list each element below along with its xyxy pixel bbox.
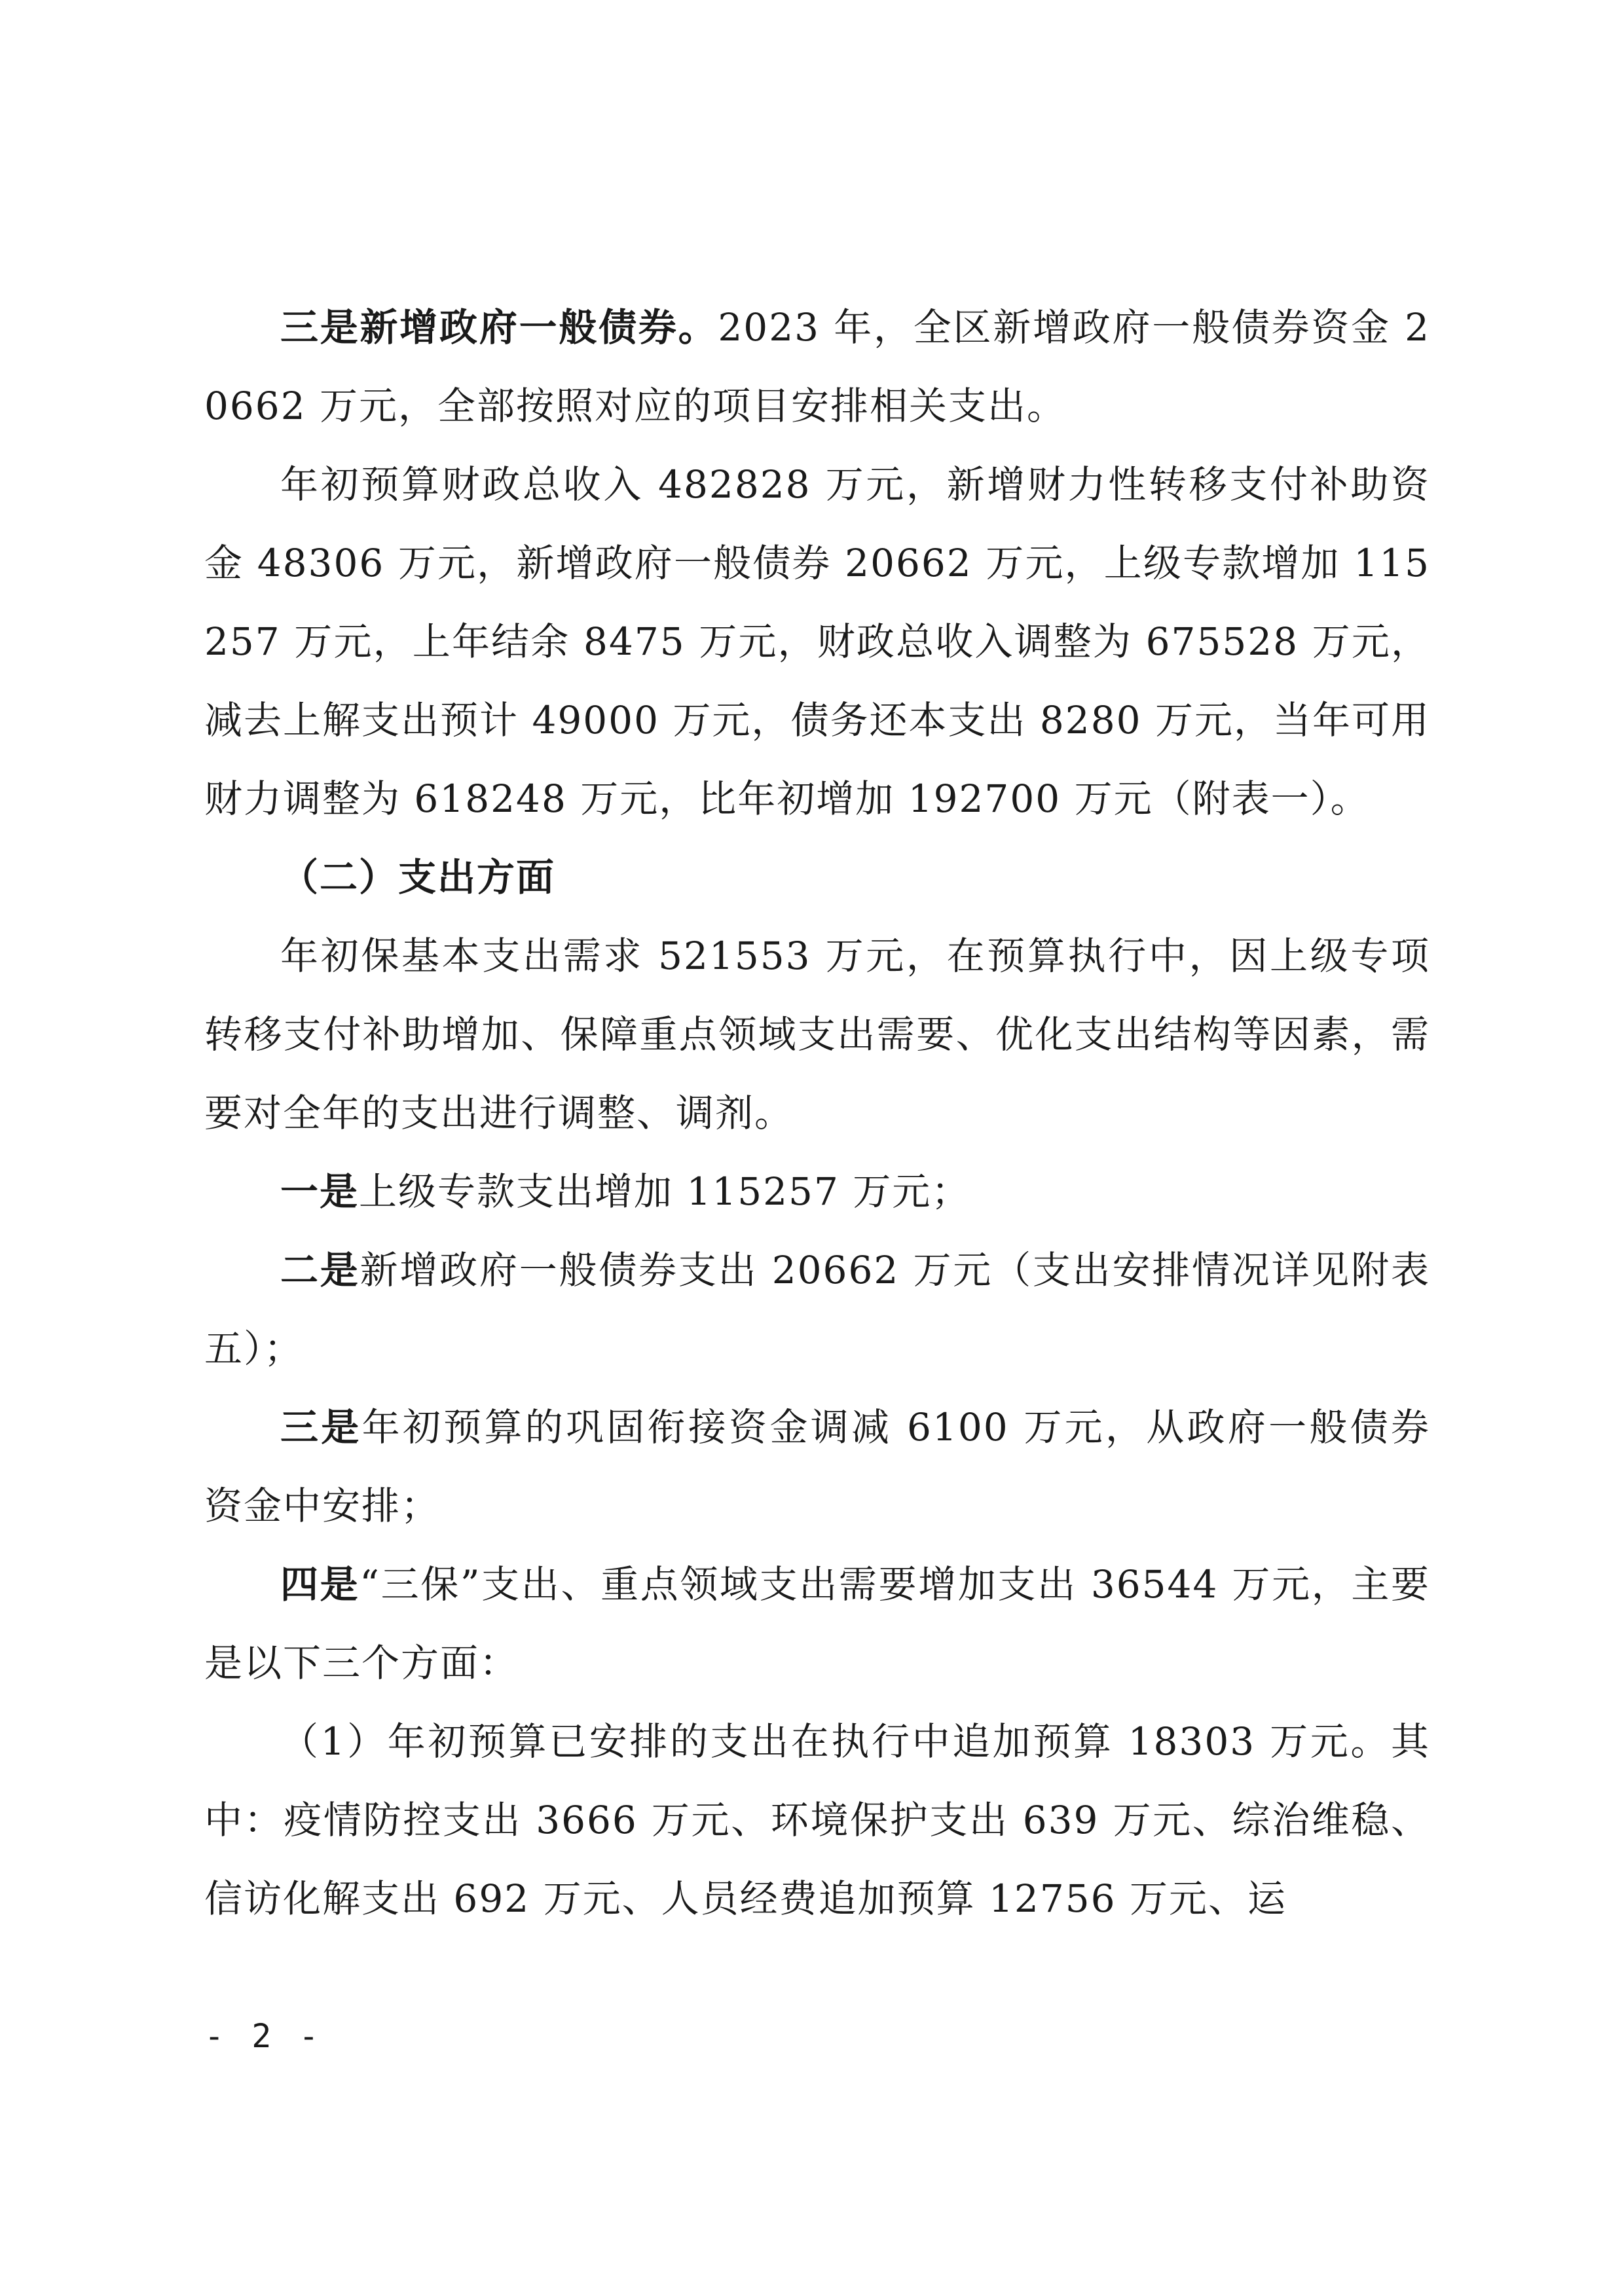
document-body	[204, 288, 1430, 1938]
paragraph-item-two	[204, 1231, 1430, 1388]
paragraph-item-one	[204, 1152, 1430, 1231]
paragraph-text: 2023 年，全区新增政府一般债券资金 20662 万元，全部按照对应的项目安排相关支出。	[204, 305, 1430, 428]
paragraph-item-four	[204, 1545, 1430, 1702]
section-heading-expenditure: （二）支出方面	[280, 855, 556, 900]
paragraph-text: 新增政府一般债券支出 20662 万元（支出安排情况详见附表五）；	[204, 1248, 1430, 1371]
paragraph-text: 上级专款支出增加 115257 万元；	[359, 1169, 971, 1214]
paragraph-new-bonds	[204, 288, 1430, 445]
paragraph-lead: 三是新增政府一般债券。	[280, 305, 718, 350]
paragraph-revenue-summary	[204, 445, 1430, 838]
paragraph-text: “三保”支出、重点领域支出需要增加支出 36544 万元，主要是以下三个方面：	[204, 1562, 1430, 1685]
paragraph-text: 年初预算的巩固衔接资金调减 6100 万元，从政府一般债券资金中安排；	[204, 1405, 1430, 1528]
paragraph-lead: 一是	[280, 1169, 360, 1214]
paragraph-expenditure-intro	[204, 917, 1430, 1152]
paragraph-item-three	[204, 1388, 1430, 1545]
paragraph-lead: 三是	[280, 1405, 362, 1449]
paragraph-lead: 二是	[280, 1248, 360, 1292]
paragraph-sub-item-one	[204, 1702, 1430, 1938]
paragraph-text: （1）年初预算已安排的支出在执行中追加预算 18303 万元。其中：疫情防控支出 3666 万元、环境保护支出 639 万元、综治维稳、信访化解支出 692 万元、人员经费追加预算 12756 万元、运	[204, 1719, 1430, 1921]
paragraph-lead: 四是	[280, 1562, 360, 1607]
page-number: - 2 -	[204, 2017, 323, 2055]
paragraph-text: 年初预算财政总收入 482828 万元，新增财力性转移支付补助资金 48306 万元，新增政府一般债券 20662 万元，上级专款增加 115257 万元，上年结余 8475 万元，财政总收入调整为 675528 万元，减去上解支出预计 49000 万元，债务还本支出 8280 万元，当年可用财力调整为 618248 万元，比年初增加 192700 万元（附表一）。	[204, 462, 1430, 821]
paragraph-text: 年初保基本支出需求 521553 万元，在预算执行中，因上级专项转移支付补助增加、保障重点领域支出需要、优化支出结构等因素，需要对全年的支出进行调整、调剂。	[204, 934, 1430, 1135]
